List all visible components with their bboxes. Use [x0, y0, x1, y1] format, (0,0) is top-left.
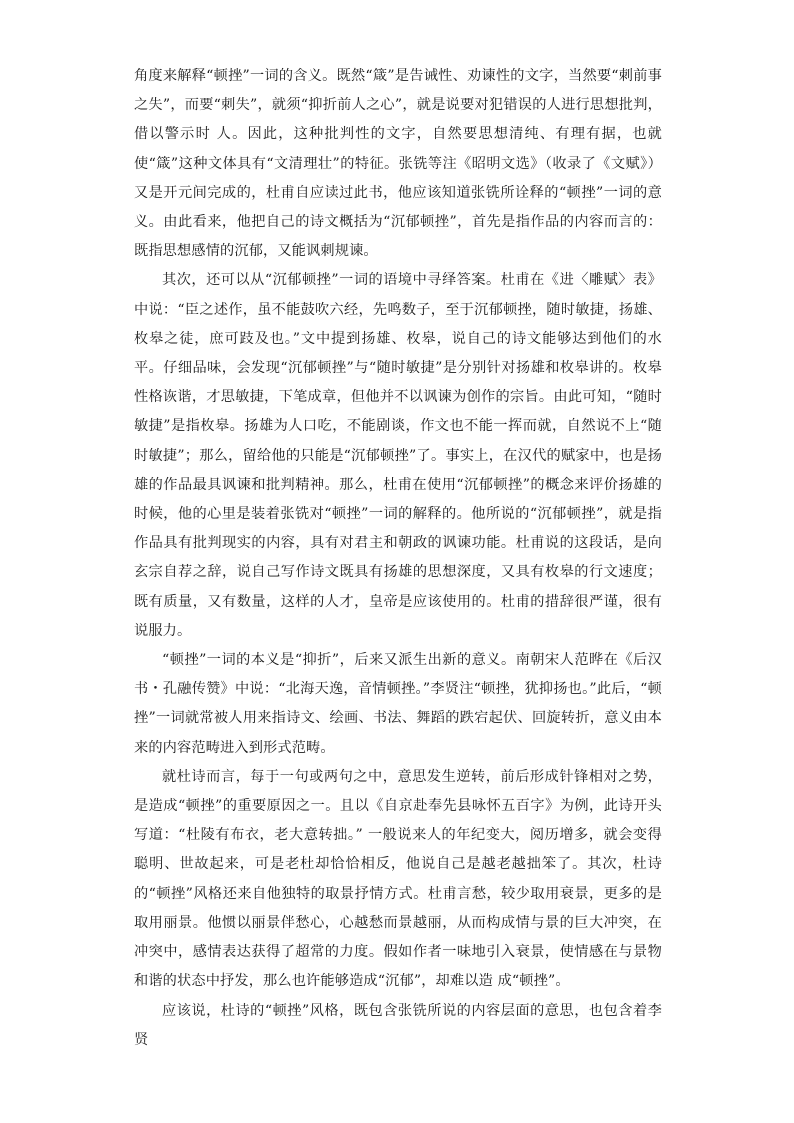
paragraph-4: 就杜诗而言，每于一句或两句之中，意思发生逆转，前后形成针锋相对之势，是造成“顿挫”的重要原因之一。且以《自京赴奉先县咏怀五百字》为例，此诗开头写道：“杜陵有布衣，老大意转拙。” 一般说来人的年纪变大，阅历增多，就会变得聪明、世故起来，可是老杜却恰恰相反，他说自己是越老越拙笨了。其次，杜诗的“顿挫”风格还来自他独特的取景抒情方式。杜甫言愁，较少取用衰景，更多的是取用丽景。他惯以丽景伴愁心，心越愁而景越丽，从而构成情与景的巨大冲突，在冲突中，感情表达获得了超常的力度。假如作者一味地引入衰景，使情感在与景物和谐的状态中抒发，那么也许能够造成“沉郁”，却难以造 成“顿挫”。 [134, 768, 662, 990]
paragraph-2: 其次，还可以从“沉郁顿挫”一词的语境中寻绎答案。杜甫在《进〈雕赋〉表》中说：“臣之述作，虽不能鼓吹六经，先鸣数子，至于沉郁顿挫，随时敏捷，扬雄、枚皋之徒，庶可跂及也。”文中提到扬雄、枚皋，说自己的诗文能够达到他们的水平。仔细品味，会发现“沉郁顿挫”与“随时敏捷”是分别针对扬雄和枚皋讲的。枚皋性格诙谐，才思敏捷，下笔成章，但他并不以讽谏为创作的宗旨。由此可知，“随时敏捷”是指枚皋。扬雄为人口吃，不能剧谈，作文也不能一挥而就，自然说不上“随时敏捷”；那么，留给他的只能是“沉郁顿挫”了。事实上，在汉代的赋家中，也是扬雄的作品最具讽谏和批判精神。那么，杜甫在使用“沉郁顿挫”的概念来评价扬雄的时候，他的心里是装着张铣对“顿挫”一词的解释的。他所说的“沉郁顿挫”，就是指作品具有批判现实的内容，具有对君主和朝政的讽谏功能。杜甫说的这段话，是向玄宗自荐之辞，说自己写作诗文既具有扬雄的思想深度，又具有枚皋的行文速度；既有质量，又有数量，这样的人才，皇帝是应该使用的。杜甫的措辞很严谨，很有说服力。 [134, 272, 662, 639]
paragraph-1: 角度来解释“顿挫”一词的含义。既然“箴”是告诫性、劝谏性的文字，当然要“刺前事之失”，而要“刺失”，就须“抑折前人之心”，就是说要对犯错误的人进行思想批判，借以警示时 人。因此，这种批判性的文字，自然要思想清纯、有理有据，也就使“箴”这种文体具有“文清理壮”的特征。张铣等注《昭明文选》（收录了《文赋》）又是开元间完成的，杜甫自应读过此书，他应该知道张铣所诠释的“顿挫”一词的意义。由此看来，他把自己的诗文概括为“沉郁顿挫”，首先是指作品的内容而言的：既指思想感情的沉郁，又能讽刺规谏。 [134, 68, 662, 260]
paragraph-3: “顿挫”一词的本义是“抑折”，后来又派生出新的意义。南朝宋人范晔在《后汉书・孔融传赞》中说：“北海天逸，音情顿挫。”李贤注“顿挫，犹抑扬也。”此后，“顿挫”一词就常被人用来指诗文、绘画、书法、舞蹈的跌宕起伏、回旋转折，意义由本来的内容范畴进入到形式范畴。 [134, 652, 662, 756]
paragraph-5: 应该说，杜诗的“顿挫”风格，既包含张铣所说的内容层面的意思，也包含着李贤 [134, 1002, 662, 1048]
article-body [134, 62, 662, 1055]
